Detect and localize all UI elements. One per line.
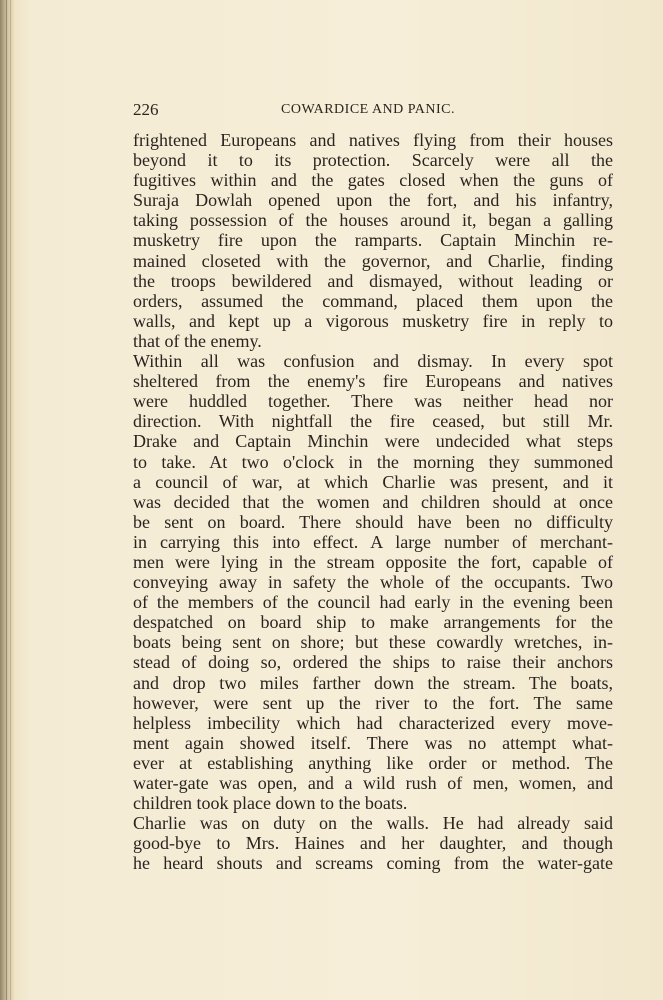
text-line: stead of doing so, ordered the ships to raise their anchors xyxy=(133,652,613,673)
text-line: that of the enemy. xyxy=(133,330,262,351)
text-line: was decided that the women and children should at once xyxy=(133,491,613,512)
text-line: ment again showed itself. There was no attempt what- xyxy=(133,732,613,753)
text-line: however, were sent up the river to the fort. The same xyxy=(133,692,613,713)
text-line: to take. At two o'clock in the morning they summoned xyxy=(133,451,613,472)
text-line: orders, assumed the command, placed them upon the xyxy=(133,290,613,311)
text-line: water-gate was open, and a wild rush of men, women, and xyxy=(133,773,613,793)
running-head: COWARDICE AND PANIC. xyxy=(281,102,456,117)
text-line: a council of war, at which Charlie was present, and it xyxy=(133,471,613,492)
page-binding-edge xyxy=(0,0,14,1000)
text-line: ever at establishing anything like order or method. The xyxy=(133,752,613,773)
page-number: 226 xyxy=(133,100,159,119)
text-line: direction. With nightfall the fire ceased, but still Mr. xyxy=(133,411,613,432)
text-line: Suraja Dowlah opened upon the fort, and his infantry, xyxy=(133,190,613,211)
text-line: the troops bewildered and dismayed, without leading or xyxy=(133,270,613,291)
body-text xyxy=(133,130,613,873)
text-line: and drop two miles farther down the stream. The boats, xyxy=(133,672,613,693)
binding-line xyxy=(10,0,11,1000)
page-header xyxy=(133,100,613,124)
text-line: he heard shouts and screams coming from the water-gate xyxy=(133,853,613,874)
text-line: of the members of the council had early in the evening been xyxy=(133,592,613,613)
text-line: frightened Europeans and natives flying from their houses xyxy=(133,130,613,150)
text-line: boats being sent on shore; but these cowardly wretches, in- xyxy=(133,632,613,653)
text-line: Within all was confusion and dismay. In every spot xyxy=(133,351,613,372)
text-line: despatched on board ship to make arrangements for the xyxy=(133,612,613,633)
text-line: were huddled together. There was neither head nor xyxy=(133,391,613,412)
text-line: in carrying this into effect. A large number of merchant- xyxy=(133,531,613,552)
text-line: men were lying in the stream opposite the fort, capable of xyxy=(133,551,613,572)
text-line: mained closeted with the governor, and Charlie, finding xyxy=(133,250,613,271)
text-line: be sent on board. There should have been no difficulty xyxy=(133,511,613,532)
text-line: conveying away in safety the whole of the occupants. Two xyxy=(133,572,613,593)
text-line: sheltered from the enemy's fire Europeans and natives xyxy=(133,371,613,392)
text-line: beyond it to its protection. Scarcely were all the xyxy=(133,150,613,171)
text-line: taking possession of the houses around it, began a galling xyxy=(133,210,613,231)
text-line: Drake and Captain Minchin were undecided what steps xyxy=(133,431,613,452)
text-line: helpless imbecility which had characterized every move- xyxy=(133,712,613,733)
text-line: good-bye to Mrs. Haines and her daughter, and though xyxy=(133,833,613,854)
text-line: walls, and kept up a vigorous musketry fire in reply to xyxy=(133,310,613,331)
text-line: fugitives within and the gates closed when the guns of xyxy=(133,170,613,191)
text-line: musketry fire upon the ramparts. Captain Minchin re- xyxy=(133,230,613,251)
text-line: Charlie was on duty on the walls. He had already said xyxy=(133,813,613,834)
binding-line xyxy=(6,0,7,1000)
text-line: children took place down to the boats. xyxy=(133,793,408,814)
